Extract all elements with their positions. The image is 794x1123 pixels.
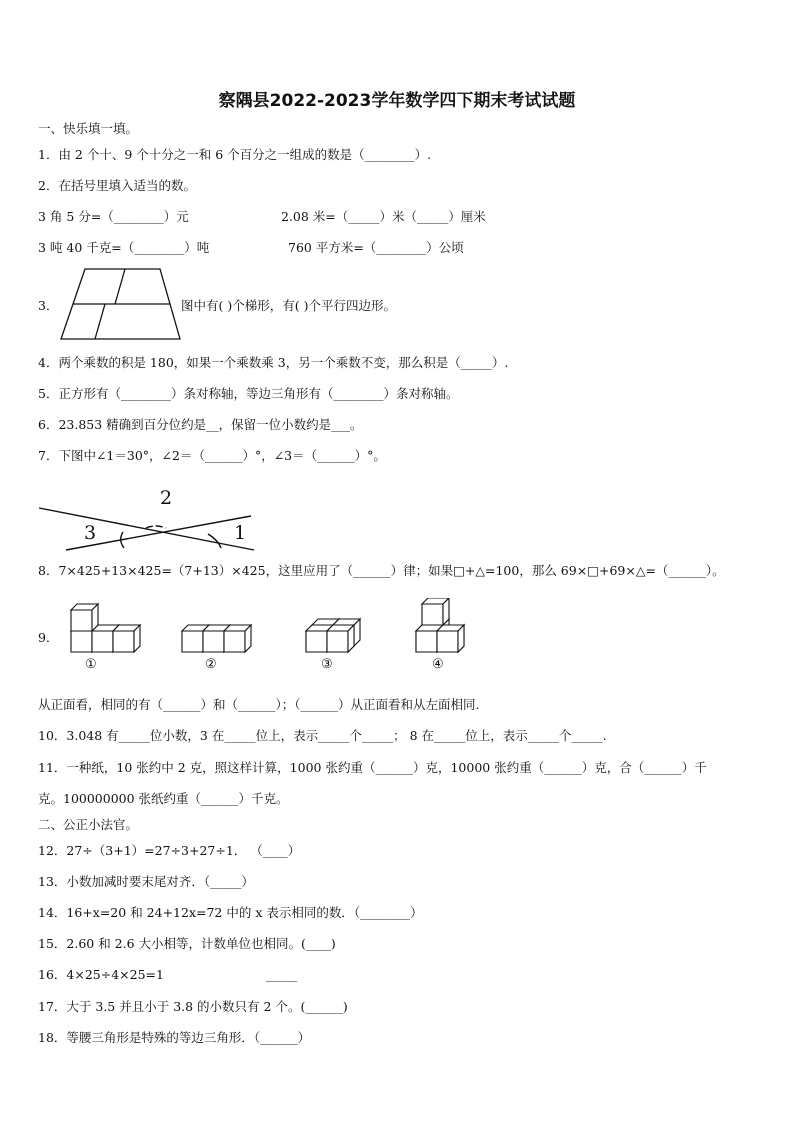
angle-3-label: 3 bbox=[84, 522, 97, 544]
question-11-line-1: 11．一种纸，10 张约中 2 克，照这样计算，1000 张约重（______）克，10000 张约重（______）克，合（______）千 bbox=[38, 760, 707, 775]
question-16-blank: _____ bbox=[266, 967, 298, 982]
question-7: 7．下图中∠1＝30°，∠2＝（______）°，∠3＝（______）°。 bbox=[38, 448, 386, 463]
cube-label-4: ④ bbox=[432, 657, 444, 672]
angle-1-label: 1 bbox=[234, 522, 247, 544]
cube-label-2: ② bbox=[205, 657, 217, 672]
question-2a: 3 角 5 分=（________）元 bbox=[38, 209, 189, 224]
question-3-text: 图中有( )个梯形，有( )个平行四边形。 bbox=[181, 298, 396, 313]
question-2b: 2.08 米=（_____）米（_____）厘米 bbox=[281, 209, 486, 224]
question-8: 8．7×425+13×425=（7+13）×425，这里应用了（______）律；如果□+△=100，那么 69×□+69×△=（______）。 bbox=[38, 563, 725, 578]
question-9-text: 从正面看，相同的有（______）和（______）；（______）从正面看和从左面相同. bbox=[38, 697, 480, 712]
cube-label-3: ③ bbox=[321, 657, 333, 672]
question-18: 18．等腰三角形是特殊的等边三角形．（______） bbox=[38, 1030, 311, 1045]
section-1-heading: 一、快乐填一填。 bbox=[38, 121, 139, 136]
question-17: 17．大于 3.5 并且小于 3.8 的小数只有 2 个。(______) bbox=[38, 999, 348, 1014]
angle-2-label: 2 bbox=[160, 487, 173, 509]
question-6: 6．23.853 精确到百分位约是__，保留一位小数约是___。 bbox=[38, 417, 363, 432]
question-4: 4．两个乘数的积是 180，如果一个乘数乘 3，另一个乘数不变，那么积是（_____）. bbox=[38, 355, 509, 370]
angle-figure bbox=[36, 484, 258, 556]
question-11-line-2: 克。100000000 张纸约重（______）千克。 bbox=[38, 791, 289, 806]
question-12: 12．27÷（3+1）=27÷3+27÷1． （____） bbox=[38, 843, 301, 858]
question-15: 15．2.60 和 2.6 大小相等，计数单位也相同。(____) bbox=[38, 936, 336, 951]
question-5: 5．正方形有（________）条对称轴，等边三角形有（________）条对称轴。 bbox=[38, 386, 459, 401]
cube-label-1: ① bbox=[85, 657, 97, 672]
question-16: 16．4×25÷4×25=1 bbox=[38, 967, 164, 982]
question-13: 13．小数加减时要末尾对齐．（_____） bbox=[38, 874, 254, 889]
question-14: 14．16+x=20 和 24+12x=72 中的 x 表示相同的数．（________） bbox=[38, 905, 423, 920]
page-title: 察隅县2022-2023学年数学四下期末考试试题 bbox=[218, 91, 576, 111]
question-2d: 760 平方米=（________）公顷 bbox=[288, 240, 464, 255]
section-2-heading: 二、公正小法官。 bbox=[38, 817, 139, 832]
cube-figures bbox=[66, 598, 476, 658]
trapezoid-figure bbox=[58, 266, 183, 342]
question-2c: 3 吨 40 千克=（________）吨 bbox=[38, 240, 210, 255]
question-3-number: 3． bbox=[38, 298, 59, 313]
question-2: 2．在括号里填入适当的数。 bbox=[38, 178, 196, 193]
question-10: 10．3.048 有_____位小数，3 在_____位上，表示_____个_____； 8 在_____位上，表示_____个_____. bbox=[38, 728, 607, 743]
question-1: 1．由 2 个十、9 个十分之一和 6 个百分之一组成的数是（________）. bbox=[38, 147, 432, 162]
question-9-number: 9． bbox=[38, 630, 59, 645]
